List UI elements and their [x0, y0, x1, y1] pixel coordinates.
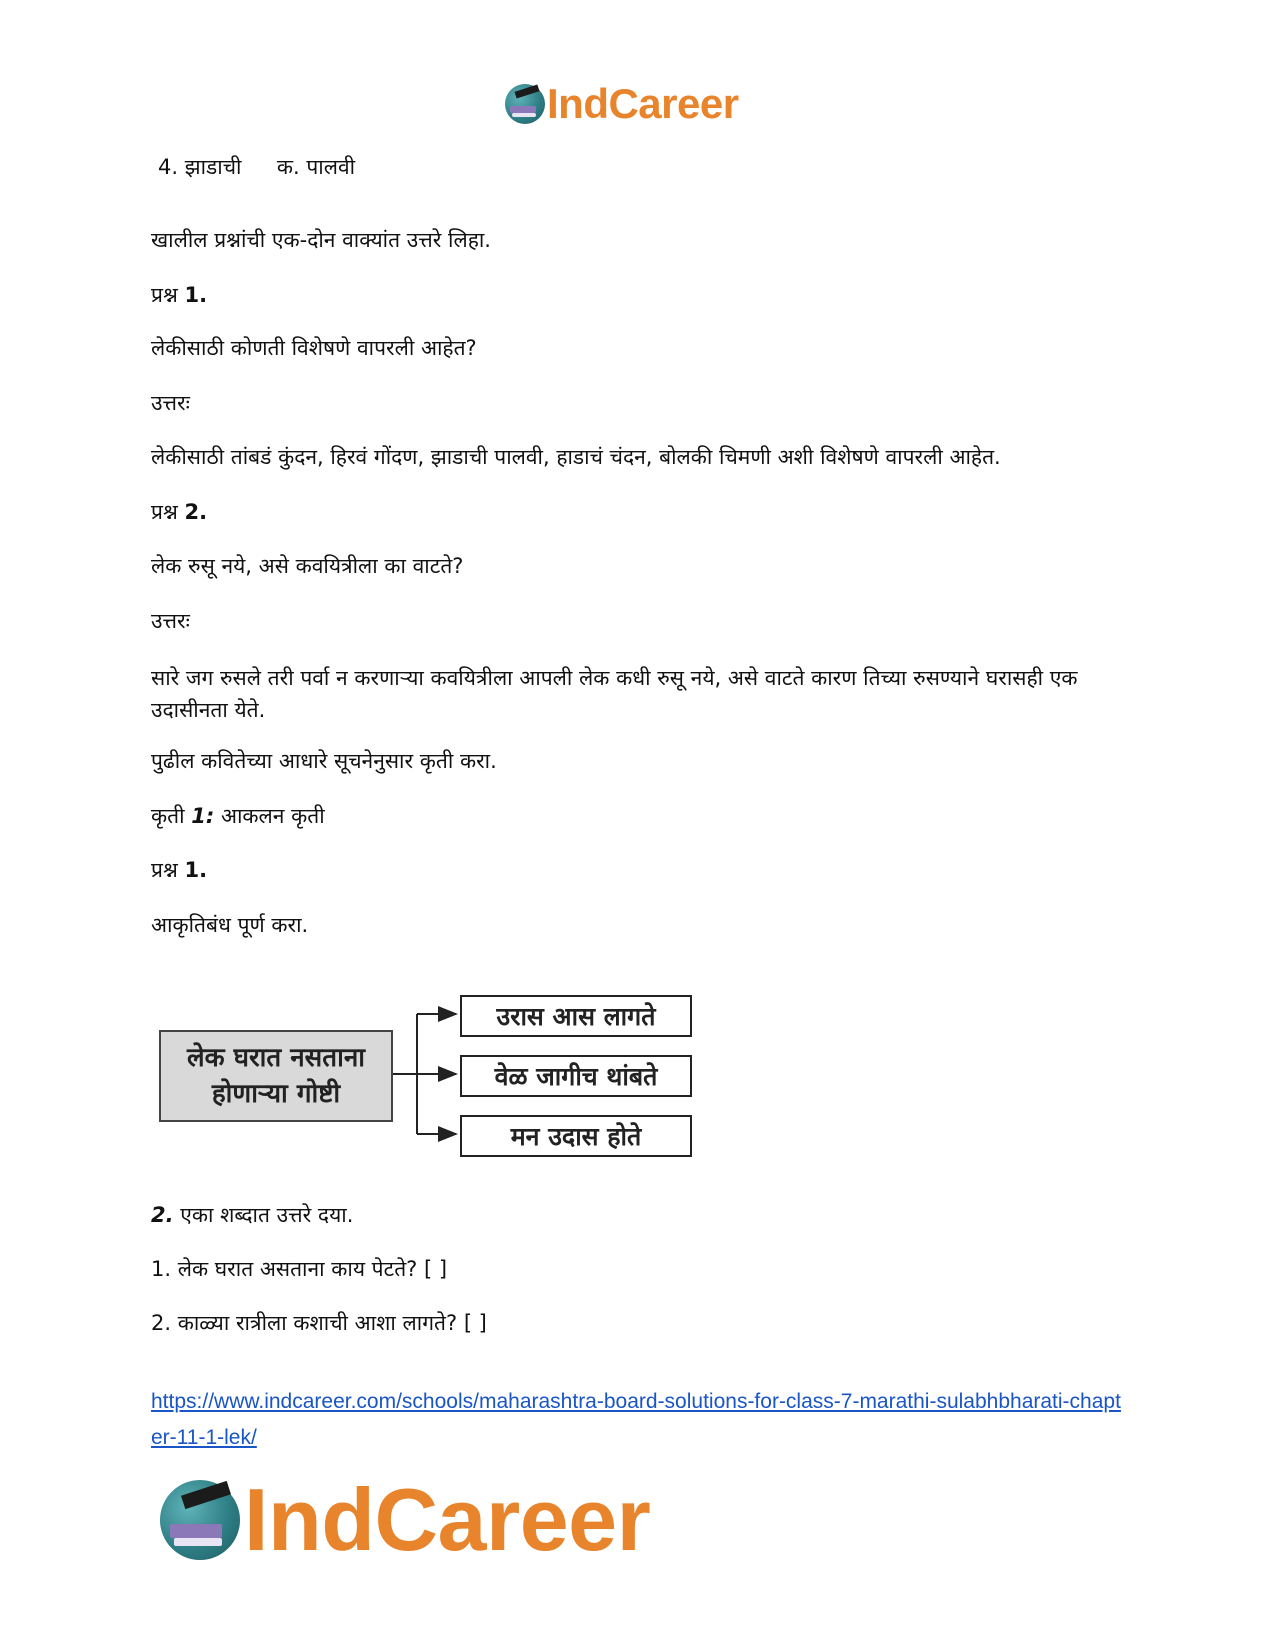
diagram-target-box-2: वेळ जागीच थांबते: [460, 1055, 692, 1097]
diagram-instruction: आकृतिबंध पूर्ण करा.: [151, 913, 309, 937]
answer-label-1: उत्तरः: [151, 391, 190, 415]
question-number: 1.: [184, 283, 208, 307]
instruction-short-answers: खालील प्रश्नांची एक-दोन वाक्यांत उत्तरे लिहा.: [151, 228, 491, 252]
question-number: 1.: [184, 858, 208, 882]
match-left: 4. झाडाची: [158, 155, 242, 179]
question-text-1: लेकीसाठी कोणती विशेषणे वापरली आहेत?: [151, 336, 477, 360]
logo-text: IndCareer: [547, 80, 739, 127]
question-heading-3: [151, 855, 207, 885]
globe-graduation-cap-icon: [505, 84, 545, 124]
source-line-1: लेक घरात नसताना: [187, 1043, 365, 1073]
list-item: 1. लेक घरात असताना काय पेटते? [ ]: [151, 1257, 448, 1281]
instruction-activities: पुढील कवितेच्या आधारे सूचनेनुसार कृती करा.: [151, 749, 497, 773]
activity-heading: [151, 801, 325, 831]
globe-graduation-cap-icon: [160, 1480, 240, 1560]
question-heading-1: [151, 280, 207, 310]
footer-logo: [160, 1470, 700, 1569]
question-heading-2: [151, 497, 207, 527]
logo-text: IndCareer: [244, 1470, 651, 1569]
diagram-target-box-3: मन उदास होते: [460, 1115, 692, 1157]
question-number: 2.: [184, 500, 208, 524]
answer-text-1: लेकीसाठी तांबडं कुंदन, हिरवं गोंदण, झाडाची पालवी, हाडाचं चंदन, बोलकी चिमणी अशी विशेषणे वापरली आहेत.: [151, 445, 1001, 469]
activity-title: आकलन कृती: [220, 804, 325, 828]
answer-label-2: उत्तरः: [151, 609, 190, 633]
source-line-2: होणाऱ्या गोष्टी: [211, 1079, 341, 1109]
one-word-instruction: [151, 1200, 353, 1230]
source-link[interactable]: https://www.indcareer.com/schools/maharashtra-board-solutions-for-class-7-marathi-sulabhbharati-chapter-11-1-lek/: [151, 1390, 1121, 1449]
diagram-target-box-1: उरास आस लागते: [460, 995, 692, 1037]
list-item: 2. काळ्या रात्रीला कशाची आशा लागते? [ ]: [151, 1311, 487, 1335]
header-logo: [505, 80, 775, 128]
activity-prefix: कृती: [151, 804, 185, 828]
answer-text-2: सारे जग रुसले तरी पर्वा न करणाऱ्या कवयित्रीला आपली लेक कधी रुसू नये, असे वाटते कारण तिच्या रुसण्याने घरासही एक उदासीनता येते.: [151, 666, 1078, 722]
question-text-2: लेक रुसू नये, असे कवयित्रीला का वाटते?: [151, 554, 464, 578]
question-label: प्रश्न: [151, 858, 178, 882]
match-row: [158, 152, 355, 182]
activity-number: 1:: [191, 804, 215, 828]
section-instruction: एका शब्दात उत्तरे दया.: [180, 1203, 354, 1227]
question-label: प्रश्न: [151, 283, 178, 307]
section-number: 2.: [151, 1203, 174, 1227]
diagram-source-box: [159, 1030, 393, 1122]
match-right: क. पालवी: [276, 155, 356, 179]
question-label: प्रश्न: [151, 500, 178, 524]
concept-diagram: [155, 988, 700, 1168]
